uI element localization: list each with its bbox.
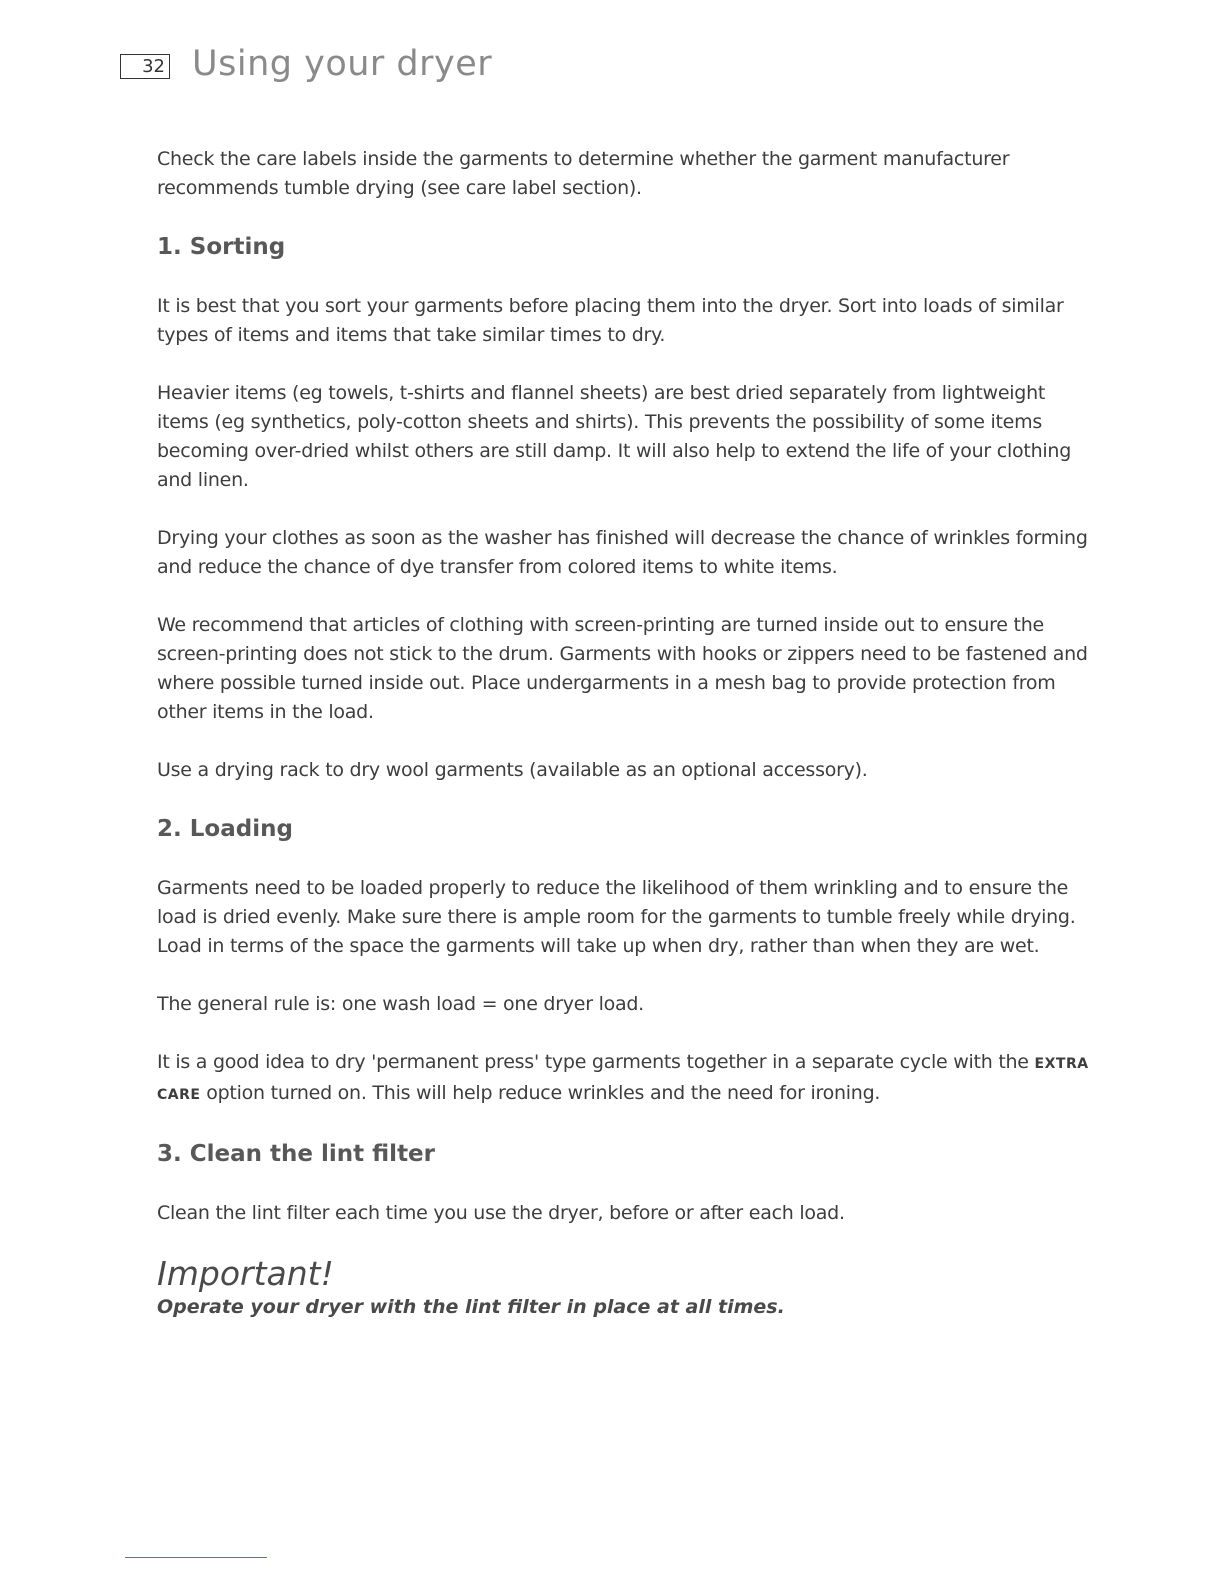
tip-text-before: It is a good idea to dry 'permanent press' type garments together in a separate cycle with the — [157, 1051, 1029, 1073]
sorting-paragraph-1: It is best that you sort your garments before placing them into the dryer. Sort into loads of similar types of items and items that take similar times to dry. — [157, 295, 1064, 346]
important-text: Operate your dryer with the lint filter in place at all times. — [157, 1296, 785, 1318]
loading-paragraph-2: The general rule is: one wash load = one dryer load. — [157, 993, 644, 1015]
page-content — [157, 145, 1092, 1320]
sorting-paragraph-5: Use a drying rack to dry wool garments (available as an optional accessory). — [157, 759, 868, 781]
section-heading-sorting: 1. Sorting — [157, 234, 286, 260]
intro-paragraph: Check the care labels inside the garments to determine whether the garment manufacturer recommends tumble drying (see care label section). — [157, 148, 1010, 199]
section-heading-loading: 2. Loading — [157, 816, 293, 842]
sorting-paragraph-4: We recommend that articles of clothing with screen-printing are turned inside out to ensure the screen-printing does not stick to the drum. Garments with hooks or zippers need to be fastened and where possible turned inside out. Place undergarments in a mesh bag to provide protection from other items in the load. — [157, 614, 1088, 723]
page-number: 32 — [120, 54, 170, 79]
lint-filter-paragraph: Clean the lint filter each time you use the dryer, before or after each load. — [157, 1202, 845, 1224]
extra-care-option-label: EXTRA CARE — [157, 1056, 1089, 1103]
footer-rule — [125, 1557, 267, 1558]
tip-text-after: option turned on. This will help reduce wrinkles and the need for ironing. — [206, 1082, 881, 1104]
page-header — [120, 44, 492, 84]
loading-paragraph-1: Garments need to be loaded properly to reduce the likelihood of them wrinkling and to ensure the load is dried evenly. Make sure there is ample room for the garments to tumble freely while drying. Load in terms of the space the garments will take up when dry, rather than when they are wet. — [157, 877, 1076, 957]
sorting-paragraph-2: Heavier items (eg towels, t-shirts and flannel sheets) are best dried separately from lightweight items (eg synthetics, poly-cotton sheets and shirts). This prevents the possibility of some items becoming over-dried whilst others are still damp. It will also help to extend the life of your clothing and linen. — [157, 382, 1072, 491]
loading-paragraph-3 — [157, 1048, 1092, 1110]
important-title: Important! — [157, 1254, 334, 1293]
section-heading-lint-filter: 3. Clean the lint filter — [157, 1141, 435, 1167]
page-title: Using your dryer — [192, 44, 493, 84]
sorting-paragraph-3: Drying your clothes as soon as the washer has finished will decrease the chance of wrinkles forming and reduce the chance of dye transfer from colored items to white items. — [157, 527, 1088, 578]
